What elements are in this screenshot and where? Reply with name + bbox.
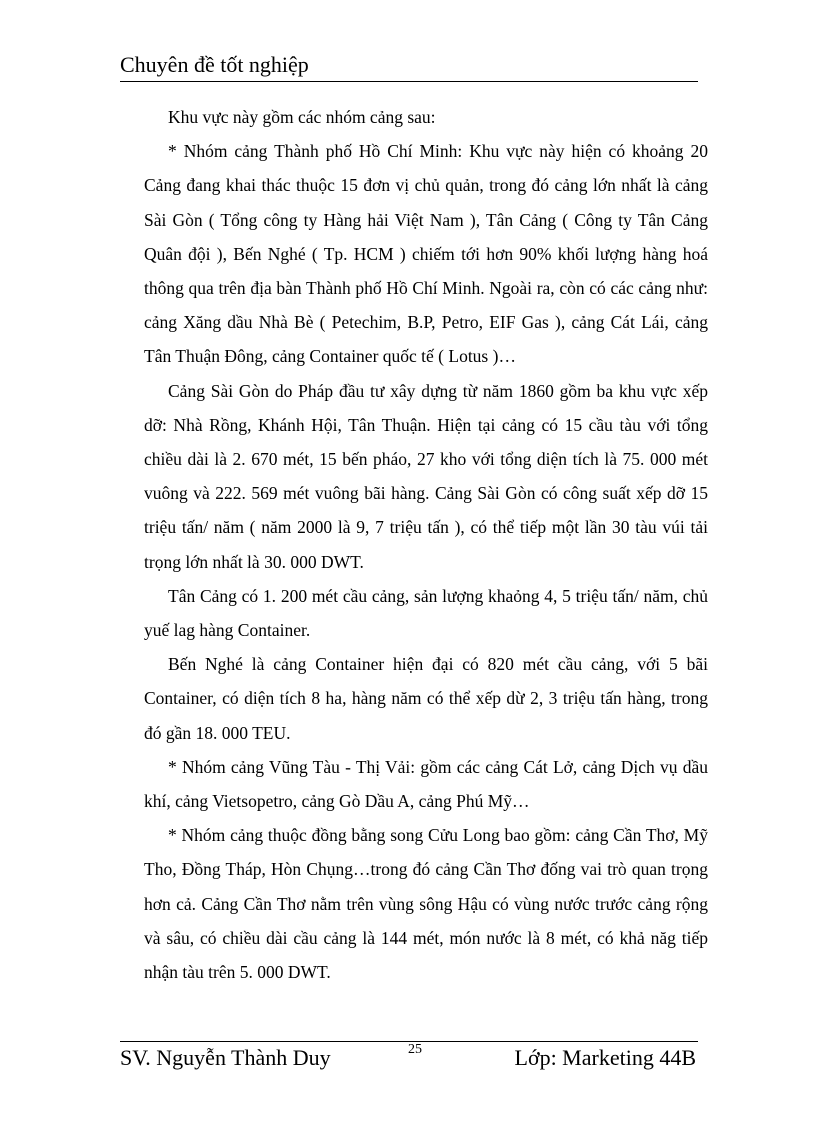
paragraph-mekong-ports: * Nhóm cảng thuộc đồng bằng song Cửu Long bao gồm: cảng Cần Thơ, Mỹ Tho, Đồng Tháp, Hòn Chụng…trong đó cảng Cần Thơ đống vai trò quan trọng hơn cả. Cảng Cần Thơ nằm trên vùng sông Hậu có vùng nước trước cảng rộng và sâu, có chiều dài cầu cảng là 144 mét, món nước là 8 mét, có khả năg tiếp nhận tàu trên 5. 000 DWT. [144, 825, 708, 983]
footer-class-label: Lớp: Marketing 44B [514, 1045, 696, 1070]
page-header [120, 50, 698, 82]
document-body [144, 100, 708, 989]
paragraph-hcmc-ports: * Nhóm cảng Thành phố Hồ Chí Minh: Khu vực này hiện có khoảng 20 Cảng đang khai thác thuộc 15 đơn vị chủ quản, trong đó cảng lớn nhất là cảng Sài Gòn ( Tổng công ty Hàng hải Việt Nam ), Tân Cảng ( Công ty Tân Cảng Quân đội ), Bến Nghé ( Tp. HCM ) chiếm tới hơn 90% khối lượng hàng hoá thông qua trên địa bàn Thành phố Hồ Chí Minh. Ngoài ra, còn có các cảng như: cảng Xăng dầu Nhà Bè ( Petechim, B.P, Petro, EIF Gas ), cảng Cát Lái, cảng Tân Thuận Đông, cảng Container quốc tế ( Lotus )… [144, 141, 708, 367]
header-title: Chuyên đề tốt nghiệp [120, 52, 309, 77]
page-number: 25 [408, 1042, 422, 1057]
paragraph-saigon-port: Cảng Sài Gòn do Pháp đầu tư xây dựng từ năm 1860 gồm ba khu vực xếp dỡ: Nhà Rồng, Khánh Hội, Tân Thuận. Hiện tại cảng có 15 cầu tàu với tổng chiều dài là 2. 670 mét, 15 bến pháo, 27 kho với tổng diện tích là 75. 000 mét vuông và 222. 569 mét vuông bãi hàng. Cảng Sài Gòn có công suất xếp dỡ 15 triệu tấn/ năm ( năm 2000 là 9, 7 triệu tấn ), có thể tiếp một lần 30 tàu vúi tải trọng lớn nhất là 30. 000 DWT. [144, 380, 708, 572]
footer-student-name: SV. Nguyễn Thành Duy [120, 1045, 331, 1070]
paragraph-vung-tau-ports: * Nhóm cảng Vũng Tàu - Thị Vải: gồm các cảng Cát Lở, cảng Dịch vụ dầu khí, cảng Vietsopetro, cảng Gò Dầu A, cảng Phú Mỹ… [144, 756, 708, 812]
paragraph-ben-nghe: Bến Nghé là cảng Container hiện đại có 820 mét cầu cảng, với 5 bãi Container, có diện tích 8 ha, hàng năm có thể xếp dừ 2, 3 triệu tấn hàng, trong đó gần 18. 000 TEU. [144, 654, 708, 743]
paragraph-intro: Khu vực này gồm các nhóm cảng sau: [168, 107, 436, 127]
paragraph-tan-cang: Tân Cảng có 1. 200 mét cầu cảng, sản lượng khaỏng 4, 5 triệu tấn/ năm, chủ yuế lag hàng Container. [144, 585, 708, 641]
